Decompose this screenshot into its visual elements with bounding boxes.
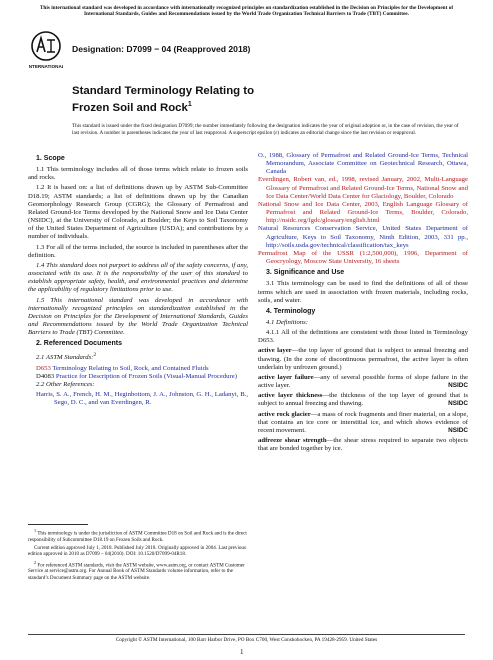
para-2-2: 2.2 Other References: — [36, 381, 95, 389]
ref-nsidc[interactable]: National Snow and Ice Data Center, 2003, English Language Glossary of Permafrost and Related Ground-Ice Terms, Boulder, Colorado, http://nsidc.org/fgdc/glossary/english.html — [258, 200, 468, 225]
ref-harris-cont[interactable]: O., 1988, Glossary of Permafrost and Related Ground-Ice Terms, Technical Memorandum, Associate Committee on Geotechnical Research, Ottawa, Canada — [258, 152, 468, 176]
ref-d4083[interactable] — [36, 373, 248, 381]
copyright-footer: Copyright © ASTM International, 100 Barr Harbor Drive, PO Box C700, West Conshohocken, PA 19428-2959. United States — [28, 634, 465, 643]
para-4-1: 4.1 Definitions: — [266, 318, 308, 326]
term-active-layer-thickness: active layer thickness — [258, 392, 323, 400]
source-tag: NSIDC — [448, 382, 468, 390]
definition-active-layer-failure — [258, 374, 468, 390]
para-1-4: 1.4 This standard does not purport to address all of the safety concerns, if any, associated with its use. It is the responsibility of the user of this standard to establish appropriate safety, health, and environmental practices and determine the applicability of regulatory limitations prior to use. — [28, 261, 248, 294]
ref-ussr-map[interactable]: Permafrost Map of the USSR (1:2,500,000), 1996, Department of Geocryology, Moscow State University, 16 sheets — [258, 249, 468, 266]
ref-nrcs[interactable]: Natural Resources Conservation Service, United States Department of Agriculture, Keys to Soil Taxonomy, Ninth Edition, 2003, 331 pp., http://soils.usda.gov/technical/classification/tax_keys — [258, 225, 468, 249]
footnote-divider — [28, 524, 88, 525]
term-active-layer: active layer — [258, 347, 292, 355]
footnote-1a: $^1$ This terminology is under the jurisdiction of ASTM Committee D18 on Soil and Rock and is the direct responsibility of Subcommittee D18.19 on Frozen Soils and Rock. — [28, 528, 247, 543]
section-4-heading: 4. Terminology — [266, 307, 316, 315]
def-active-layer-failure: —any of several possible forms of slope failure in the active layer. — [258, 373, 468, 390]
def-adfreeze-shear-strength: —the shear stress required to separate two objects that are bonded together by ice. — [258, 437, 468, 453]
standard-note: This standard is issued under the fixed designation D7099; the number immediately following the designation indicates the year of original adoption or, in the case of revision, the year of last revision. A number in parentheses indicates the year of last reapproval. A superscript epsilon (ε) indicates an editorial change since the last revision or reapproval. — [72, 123, 459, 136]
para-1-3: 1.3 For all of the terms included, the source is included in parentheses after the definition. — [28, 243, 248, 259]
footnote-2: $^2$ For referenced ASTM standards, visit the ASTM website, www.astm.org, or contact ASTM Customer Service at service@astm.org. For Annual Book of ASTM Standards volume information, refer to the standard’s Document Summary page on the ASTM website. — [28, 559, 245, 581]
header-notice: This international standard was developed in accordance with internationally recognized principles on standardization established in the Decision on Principles for the Development of International Standards, Guides and Recommendations issued by the World Trade Organization Technical Barriers to Trade (TBT) Committee. — [39, 5, 454, 18]
para-2-1 — [28, 351, 248, 362]
astm-standards-label: 2.1 ASTM Standards: — [36, 354, 94, 362]
ref-d4083-title[interactable]: Practice for Description of Frozen Soils (Visual-Manual Procedure) — [55, 372, 237, 380]
footnote-1b: Current edition approved July 1, 2018. Published July 2018. Originally approved in 2004. Last previous edition approved in 2010 as D7099 – 04(2010). DOI: 10.1520/D7099-04R18. — [28, 545, 246, 558]
astm-logo — [29, 30, 63, 72]
para-1-2: 1.2 It is based on: a list of definitions drawn up by ASTM Sub-Committee D18.19; ASTM standards; a list of definitions drawn up by the Canadian Geomorphology Research Group (CGRG); the Glossary of Permafrost and Related Ground-Ice Terms developed by the National Snow and Ice Data Center (NSIDC), at the University of Colorado, at Boulder; the Keys to Soil Taxonomy of the United States Department of Agriculture (USDA); and contributions by a number of individuals. — [28, 184, 248, 241]
term-active-rock-glacier: active rock glacier — [258, 410, 311, 418]
document-title — [72, 85, 272, 115]
section-1-heading: 1. Scope — [36, 155, 65, 162]
definition-active-rock-glacier — [258, 411, 468, 435]
section-3-heading: 3. Significance and Use — [266, 269, 345, 277]
def-active-layer-thickness: —the thickness of the top layer of ground that is subject to annual freezing and thawing. — [258, 392, 468, 408]
ref-d653[interactable] — [36, 365, 248, 373]
ref-d653-title[interactable]: Terminology Relating to Soil, Rock, and Contained Fluids — [52, 364, 209, 372]
def-active-rock-glacier: —a mass of rock fragments and finer material, on a slope, that contains an ice core or interstitial ice, and which shows evidence of recent movement. — [258, 410, 468, 434]
definition-active-layer-thickness — [258, 392, 468, 408]
term-active-layer-failure: active layer failure — [258, 373, 314, 381]
para-3-1: 3.1 This terminology can be used to find the definitions of all of those terms which are used in association with frozen materials, including rocks, soils, and water. — [258, 280, 468, 304]
source-tag: NSIDC — [448, 426, 468, 434]
para-1-5: 1.5 This international standard was developed in accordance with internationally recognized principles on standardization established in the Decision on Principles for the Development of International Standards, Guides and Recommendations issued by the World Trade Organization Technical Barriers to Trade (TBT) Committee. — [28, 296, 248, 337]
footnote-2-text: For referenced ASTM standards, visit the ASTM website, www.astm.org, or contact ASTM Customer Service at service@astm.org. For Annual Book of ASTM Standards volume information, refer to the standard’s Document Summary page on the ASTM website. — [28, 562, 245, 581]
ref-d4083-code: D4083 — [36, 372, 55, 380]
title-text: Standard Terminology Relating to Frozen Soil and Rock — [72, 85, 255, 114]
ref-everdingen[interactable]: Everdingen, Robert van, ed., 1998, revised January, 2002, Multi-Language Glossary of Permafrost and Related Ground-Ice Terms, National Snow and Ice Data Center/World Data Center for Glaciology, Boulder, Colorado — [258, 176, 468, 200]
title-footnote-mark: 1 — [187, 101, 192, 108]
para-1-1: 1.1 This terminology includes all of those terms which relate to frozen soils and rocks. — [28, 166, 248, 182]
right-column — [258, 152, 468, 455]
source-tag: NSIDC — [448, 400, 468, 408]
footnote-mark-2: 2 — [93, 352, 97, 359]
definition-active-layer — [258, 347, 468, 371]
logo-text: INTERNATIONAL — [29, 64, 63, 69]
definition-adfreeze-shear-strength — [258, 437, 468, 453]
para-4-1-1: 4.1.1 All of the definitions are consistent with those listed in Terminology D653. — [258, 329, 468, 345]
designation: Designation: D7099 − 04 (Reapproved 2018) — [72, 44, 251, 54]
footnotes — [28, 524, 248, 583]
ref-harris[interactable]: Harris, S. A., French, H. M., Heginbottom, J. A., Johnston, G. H., Ladanyi, B., Sego, D. C., and van Everdingen, R. — [36, 391, 248, 407]
footnote-1a-text: This terminology is under the jurisdiction of ASTM Committee D18 on Soil and Rock and is the direct responsibility of Subcommittee D18.19 on Frozen Soils and Rock. — [28, 530, 247, 543]
page-number: 1 — [240, 648, 244, 656]
term-adfreeze-shear-strength: adfreeze shear strength — [258, 437, 327, 444]
left-column — [28, 152, 248, 408]
def-active-layer: —the top layer of ground that is subject to annual freezing and thawing. (In the zone of discontinuous permafrost, the active layer is often underlain by unfrozen ground.) — [258, 347, 468, 371]
section-2-heading: 2. Referenced Documents — [36, 340, 122, 348]
ref-d653-code[interactable]: D653 — [36, 364, 51, 372]
